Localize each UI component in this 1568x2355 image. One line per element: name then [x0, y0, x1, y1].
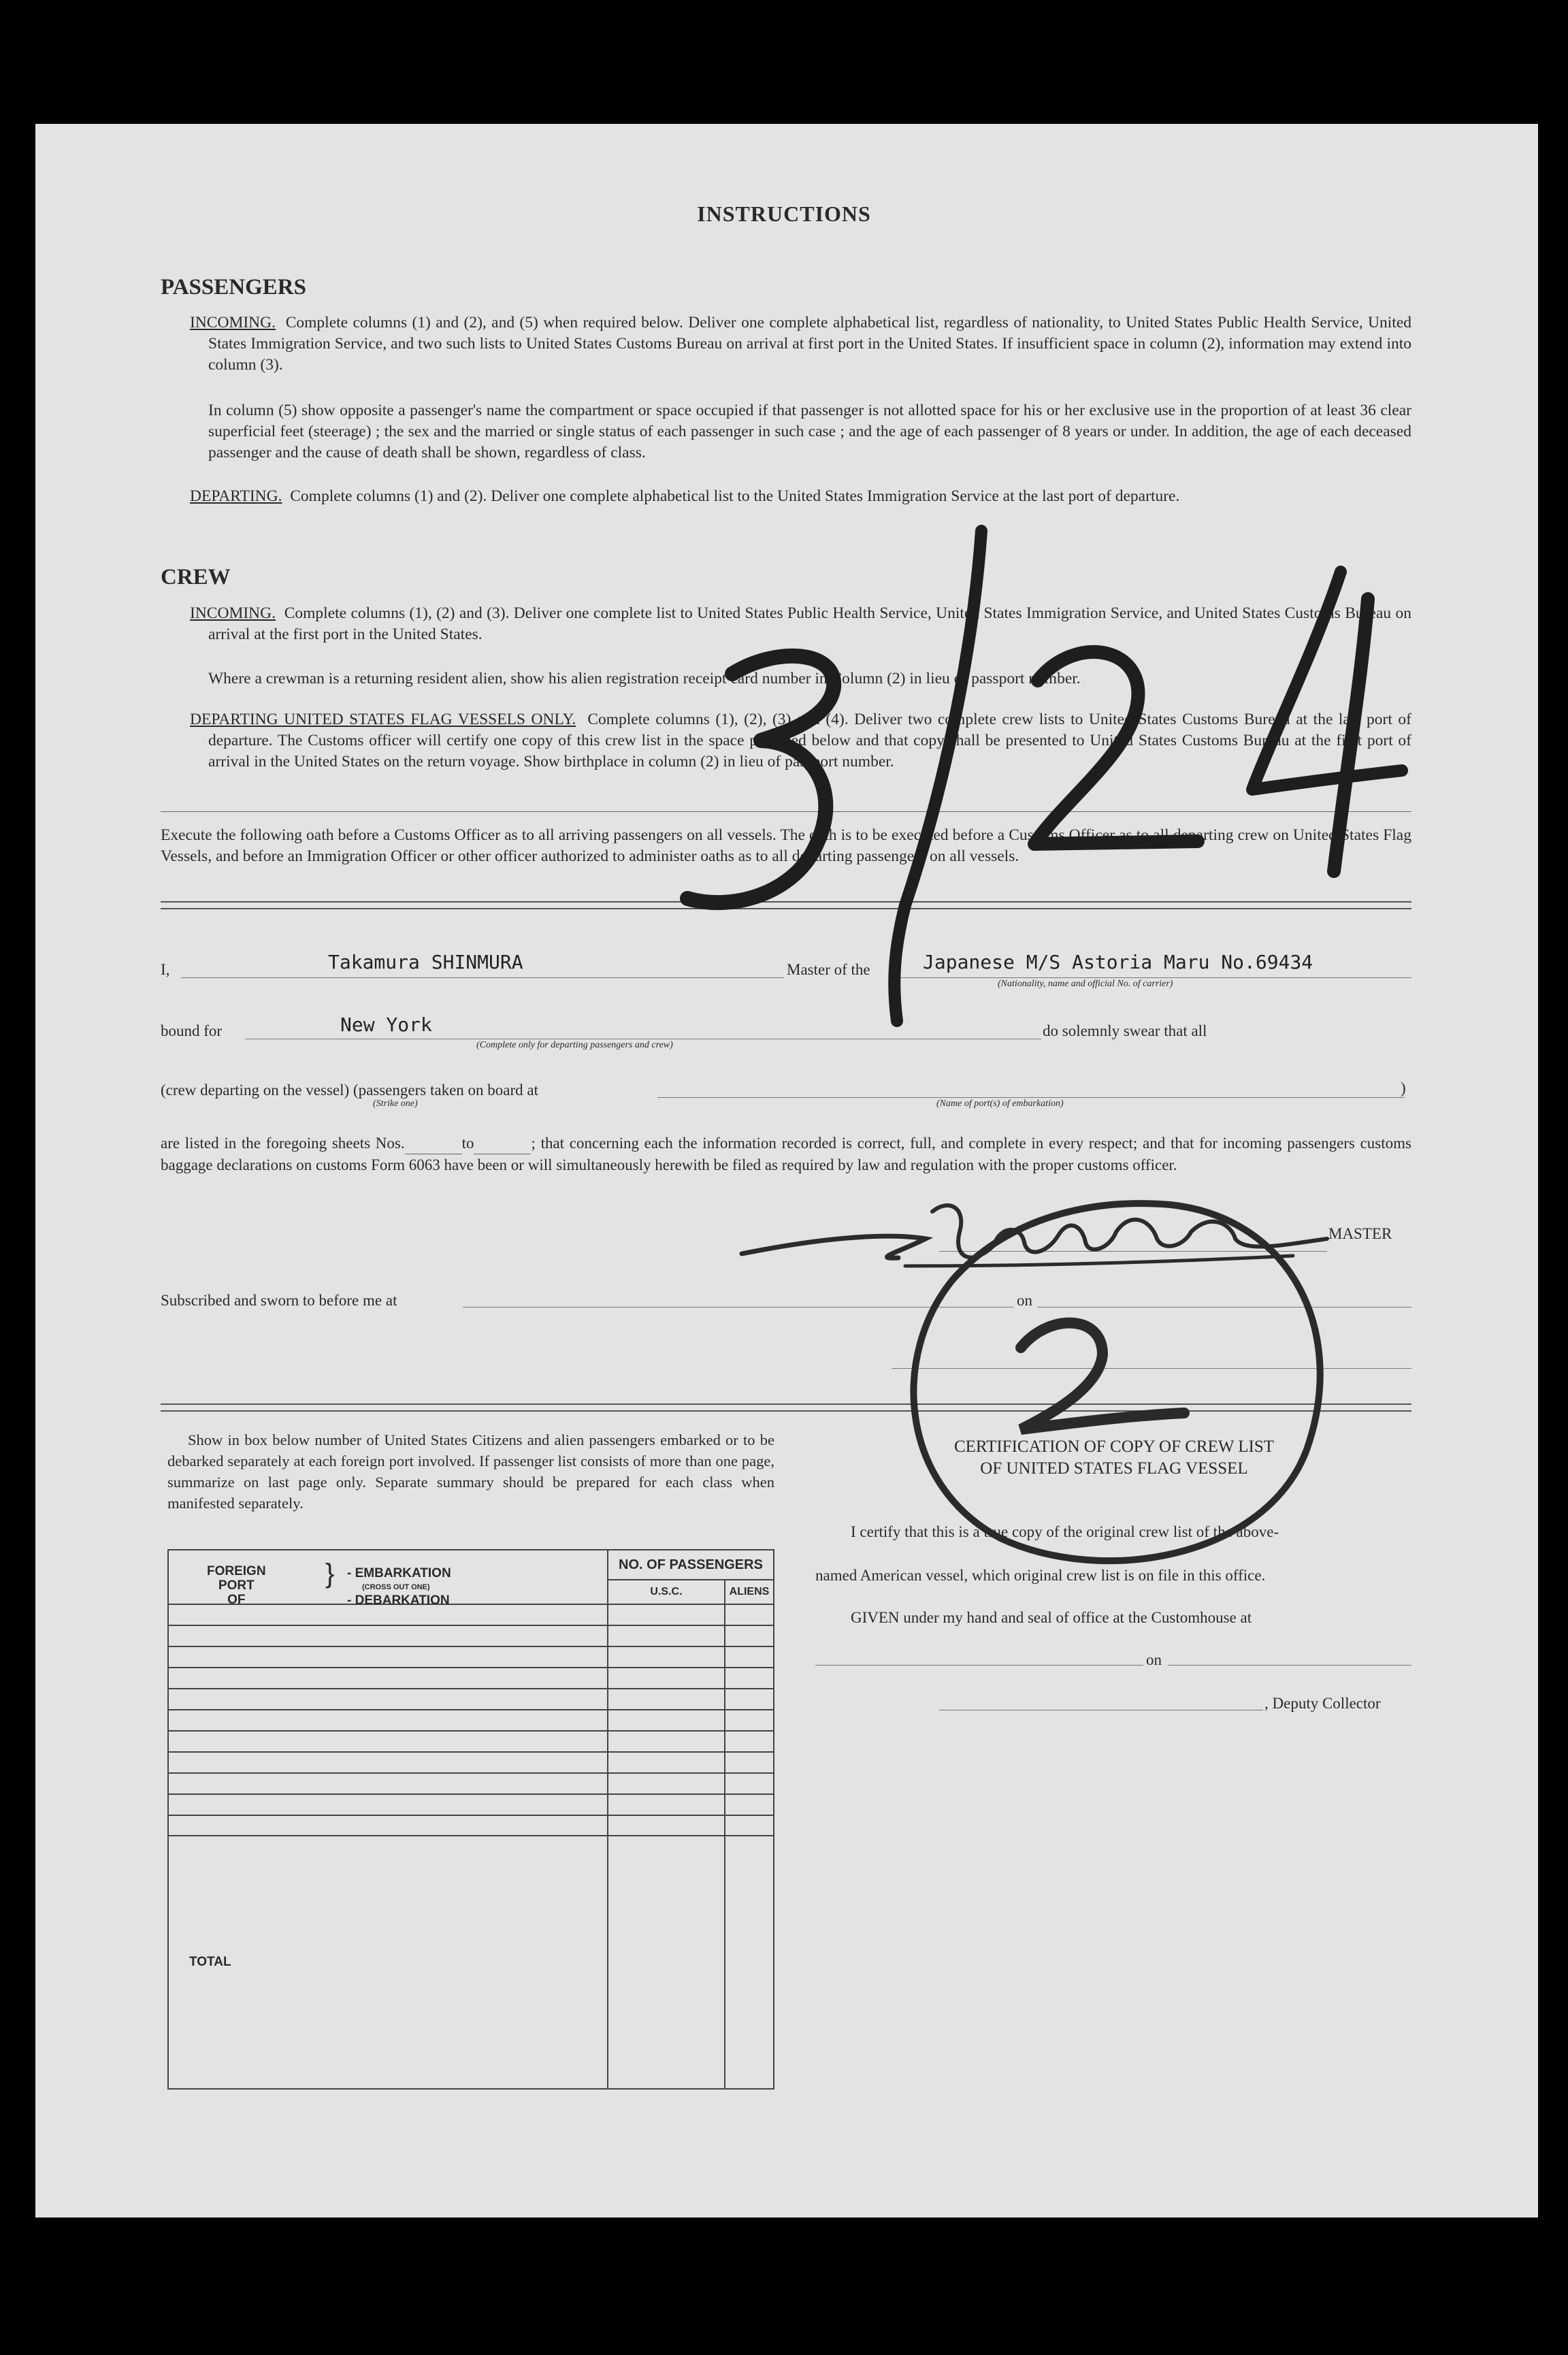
oath-paragraph	[161, 1133, 1411, 1175]
table-row	[168, 1625, 774, 1646]
departing-label: DEPARTING.	[190, 487, 282, 505]
cert-date-line	[1168, 1665, 1411, 1666]
deputy-collector-label: , Deputy Collector	[1264, 1695, 1381, 1712]
total-label: TOTAL	[168, 1836, 608, 2089]
total-row	[168, 1836, 774, 2089]
vessel-line	[897, 977, 1411, 978]
table-row	[168, 1815, 774, 1836]
aliens-header: ALIENS	[725, 1580, 774, 1604]
subscribed-label: Subscribed and sworn to before me at	[161, 1292, 397, 1309]
column5-paragraph: In column (5) show opposite a passenger's name the compartment or space occupied if that passenger is not allotted space for his or her exclusive use in the proportion of at least 36 clear superficial feet (steerage) ; the sex and the married or single status of each passenger in such case ; and the age of each passenger of 8 years or under. In addition, the age of each deceased passenger and the cause of death shall be shown, regardless of class.	[208, 402, 1411, 461]
foreign-label: FOREIGN	[207, 1564, 266, 1578]
strike-caption: (Strike one)	[373, 1099, 418, 1109]
embarkation-port-line	[657, 1097, 1405, 1098]
crew-heading: CREW	[161, 565, 231, 589]
double-rule	[161, 901, 1411, 903]
port-caption: (Name of port(s) of embarkation)	[936, 1099, 1064, 1109]
passengers-heading: PASSENGERS	[161, 275, 306, 299]
bound-caption: (Complete only for departing passengers and crew)	[476, 1040, 673, 1050]
crossout-label: (CROSS OUT ONE)	[362, 1583, 430, 1591]
table-row	[168, 1689, 774, 1710]
passenger-summary-table	[167, 1549, 774, 2090]
double-rule	[161, 908, 1411, 909]
subscribed-place-line	[463, 1307, 1014, 1308]
master-label: MASTER	[1328, 1225, 1392, 1242]
table-row	[168, 1668, 774, 1689]
table-row	[168, 1710, 774, 1731]
subscribed-date-line	[1037, 1307, 1411, 1308]
master-signature-line	[939, 1251, 1327, 1252]
port-header-cell	[168, 1550, 608, 1608]
crew-incoming-paragraph	[190, 603, 1411, 645]
of-label: OF	[227, 1593, 246, 1607]
crew-departing-text: (crew departing on the vessel) (passengers taken on board at	[161, 1082, 538, 1099]
bound-for-value: New York	[340, 1013, 432, 1036]
brace-symbol: }	[325, 1559, 335, 1589]
divider	[161, 811, 1411, 812]
to-label: to	[461, 1135, 474, 1152]
certify-line-1: I certify that this is a true copy of the original crew list of the above-	[851, 1523, 1279, 1540]
crew-incoming-label: INCOMING.	[190, 604, 276, 622]
table-row	[168, 1604, 774, 1625]
vessel-caption: (Nationality, name and official No. of carrier)	[998, 979, 1173, 989]
crew-departing-text: Complete columns (1), (2), (3) and (4). Deliver two complete crew lists to United States Customs Bureau at the last port of departure. The Customs officer will certify one copy of this crew list in the space provided below and that copy shall be presented to United States Customs Bureau at the first port of arrival in the United States on the return voyage. Show birthplace in column (2) in lieu of passport number.	[208, 711, 1412, 770]
departing-text: Complete columns (1) and (2). Deliver one complete alphabetical list to the United States Immigration Service at the last port of departure.	[290, 487, 1180, 505]
incoming-label: INCOMING.	[190, 314, 276, 331]
table-row	[168, 1646, 774, 1668]
usc-header: U.S.C.	[608, 1580, 725, 1604]
cert-on-label: on	[1146, 1651, 1162, 1668]
vessel-name: Japanese M/S Astoria Maru No.69434	[923, 951, 1313, 973]
on-label: on	[1017, 1292, 1032, 1309]
listed-text-2: ; that concerning each the information recorded is correct, full, and complete in every respect; and that for incoming passengers customs baggage declarations on customs Form 6063 have been or will simultaneously herewith be filed as required by law and regulation with the proper customs officer.	[161, 1135, 1411, 1173]
certify-line-3: GIVEN under my hand and seal of office at the Customhouse at	[851, 1609, 1252, 1626]
page-title: INSTRUCTIONS	[697, 201, 871, 226]
table-row	[168, 1752, 774, 1773]
crew-departing-label: DEPARTING UNITED STATES FLAG VESSELS ONLY.	[190, 711, 576, 728]
certification-title	[817, 1436, 1411, 1480]
double-rule	[161, 1403, 1411, 1405]
passengers-incoming-paragraph	[190, 312, 1412, 376]
box-instructions: Show in box below number of United States Citizens and alien passengers embarked or to be debarked separately at each foreign port involved. If passenger list consists of more than one page, summarize on last page only. Separate summary should be prepared for each class when manifested separately.	[167, 1431, 774, 1512]
crew-departing-paragraph	[190, 709, 1412, 773]
certification-title-1: CERTIFICATION OF COPY OF CREW LIST	[953, 1438, 1275, 1456]
bound-for-label: bound for	[161, 1022, 223, 1039]
officer-signature-line	[892, 1368, 1411, 1369]
double-rule	[161, 1410, 1411, 1412]
sheet-from-line	[405, 1133, 462, 1154]
swear-text: do solemnly swear that all	[1043, 1022, 1207, 1039]
master-name: Takamura SHINMURA	[328, 951, 523, 973]
customhouse-line	[815, 1665, 1143, 1666]
table-row	[168, 1773, 774, 1794]
oath-intro: Execute the following oath before a Customs Officer as to all arriving passengers on all vessels. The oath is to be executed before a Customs Officer as to all departing crew on United States Flag Vessels, and before an Immigration Officer or other officer authorized to administer oaths as to all departing passengers on all vessels.	[161, 826, 1411, 865]
debarkation-label: - DEBARKATION	[347, 1593, 450, 1608]
embarkation-label: - EMBARKATION	[347, 1566, 451, 1580]
crew-incoming-text: Complete columns (1), (2) and (3). Deliver one complete list to United States Public Health Service, United States Immigration Service, and United States Customs Bureau on arrival at the first port in the United States.	[208, 604, 1411, 643]
certify-line-2: named American vessel, which original crew list is on file in this office.	[815, 1567, 1266, 1584]
listed-text: are listed in the foregoing sheets Nos.	[161, 1135, 405, 1152]
port-label: PORT	[218, 1578, 255, 1593]
passengers-header: NO. OF PASSENGERS	[608, 1550, 774, 1580]
sheet-to-line	[474, 1133, 531, 1154]
incoming-text: Complete columns (1) and (2), and (5) when required below. Deliver one complete alphabetical list, regardless of nationality, to United States Public Health Service, United States Immigration Service, and two such lists to United States Customs Bureau on arrival at first port in the United States. If insufficient space in column (2), information may extend into column (3).	[208, 314, 1412, 374]
table-row	[168, 1731, 774, 1752]
close-paren: )	[1401, 1079, 1406, 1097]
i-label: I,	[161, 961, 170, 978]
master-name-line	[181, 977, 784, 978]
master-of-label: Master of the	[787, 961, 870, 978]
crew-resident-paragraph: Where a crewman is a returning resident alien, show his alien registration receipt card number in Column (2) in lieu of passport number.	[208, 670, 1081, 687]
passengers-departing-paragraph	[190, 486, 1411, 507]
table-row	[168, 1794, 774, 1815]
certification-title-2: OF UNITED STATES FLAG VESSEL	[980, 1459, 1248, 1478]
